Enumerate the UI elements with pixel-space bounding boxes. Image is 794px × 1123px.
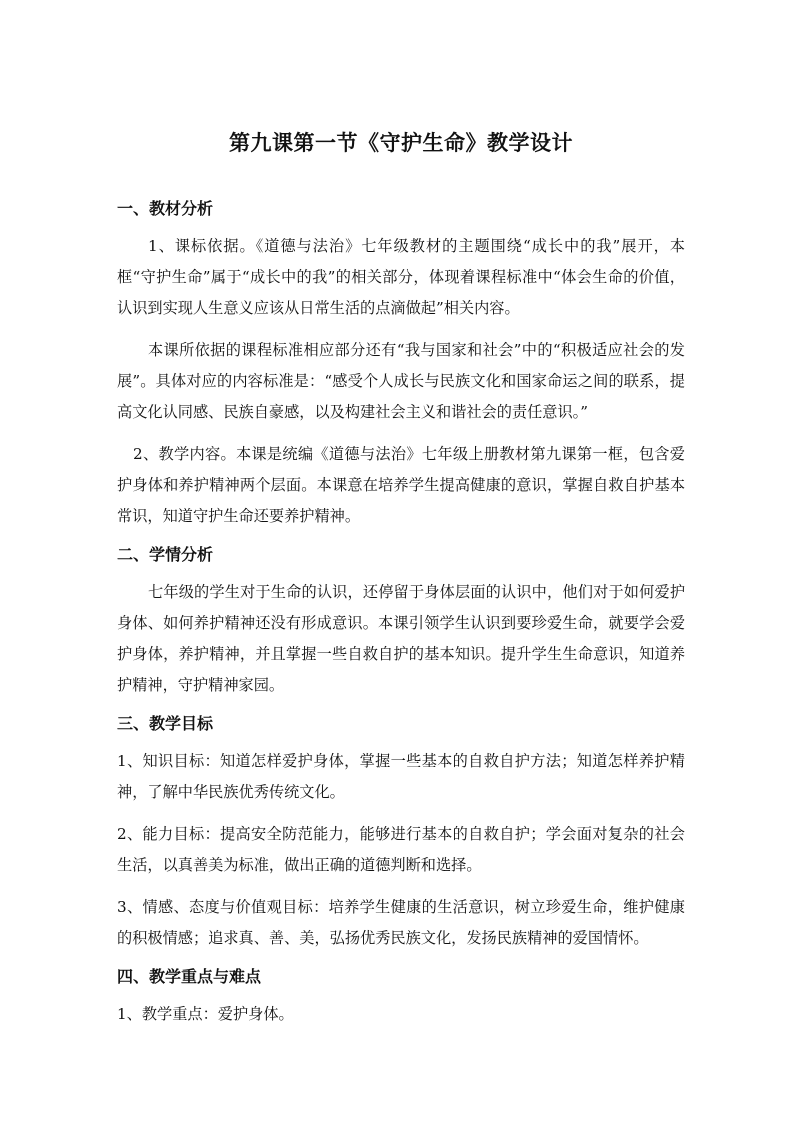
section-heading-learner-analysis: 二、学情分析: [117, 545, 214, 564]
section-heading-textbook-analysis: 一、教材分析: [117, 199, 214, 218]
document-page: [117, 118, 685, 1041]
paragraph-curriculum-basis: 1、课标依据。《道德与法治》七年级教材的主题围绕“成长中的我”展开，本框“守护生命”属于“成长中的我”的相关部分，体现着课程标准中“体会生命的价值，认识到实现人生意义应该从日常生活的点滴做起”相关内容。: [117, 237, 685, 317]
paragraph-teaching-content: 2、教学内容。本课是统编《道德与法治》七年级上册教材第九课第一框，包含爱护身体和养护精神两个层面。本课意在培养学生提高健康的意识，掌握自救自护基本常识，知道守护生命还要养护精神。: [117, 445, 685, 525]
paragraph-knowledge-goal: 1、知识目标：知道怎样爱护身体，掌握一些基本的自救自护方法；知道怎样养护精神，了解中华民族优秀传统文化。: [117, 752, 685, 801]
paragraph-ability-goal: 2、能力目标：提高安全防范能力，能够进行基本的自救自护；学会面对复杂的社会生活，以真善美为标准，做出正确的道德判断和选择。: [117, 825, 685, 874]
section-heading-key-points: 四、教学重点与难点: [117, 967, 262, 986]
paragraph-learner-analysis: 七年级的学生对于生命的认识，还停留于身体层面的认识中，他们对于如何爱护身体、如何养护精神还没有形成意识。本课引领学生认识到要珍爱生命，就要学会爱护身体，养护精神，并且掌握一些自救自护的基本知识。提升学生生命意识，知道养护精神，守护精神家园。: [117, 583, 685, 694]
paragraph-curriculum-standards: 本课所依据的课程标准相应部分还有“我与国家和社会”中的“积极适应社会的发展”。具体对应的内容标准是：“感受个人成长与民族文化和国家命运之间的联系，提高文化认同感、民族自豪感，以及构建社会主义和谐社会的责任意识。”: [117, 341, 685, 421]
document-title: 第九课第一节《守护生命》教学设计: [229, 130, 573, 155]
paragraph-emotion-goal: 3、情感、态度与价值观目标：培养学生健康的生活意识，树立珍爱生命，维护健康的积极情感；追求真、善、美，弘扬优秀民族文化，发扬民族精神的爱国情怀。: [117, 898, 685, 947]
paragraph-teaching-focus: 1、教学重点：爱护身体。: [117, 1005, 294, 1023]
section-heading-teaching-goals: 三、教学目标: [117, 714, 214, 733]
